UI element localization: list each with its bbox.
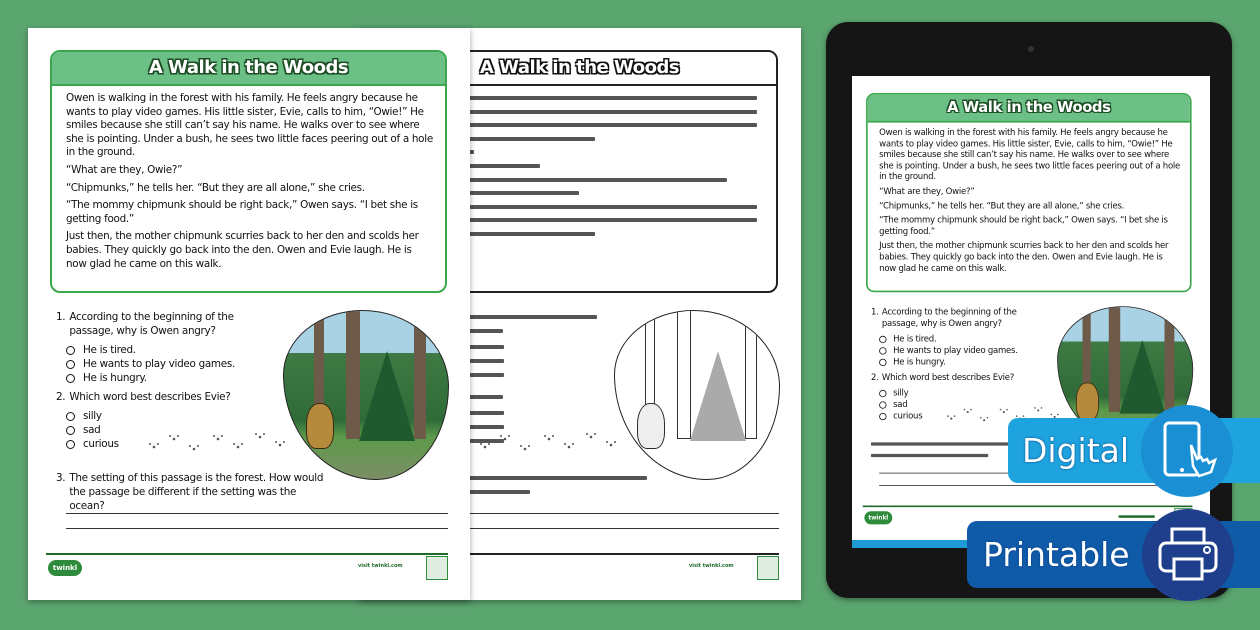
footer-divider [863,506,1193,508]
twinkl-badge-icon [757,556,779,580]
answer-line[interactable] [66,528,448,529]
option-label: He wants to play video games. [893,345,1018,356]
passage-text [52,86,445,271]
printable-badge [967,521,1260,588]
option-label: curious [83,438,119,450]
footprint-tracks-icon [479,432,619,452]
option-label: silly [893,388,909,399]
option-label: silly [83,410,102,422]
radio-button[interactable] [879,401,886,408]
chipmunk [1076,383,1099,421]
radio-button[interactable] [879,412,886,419]
passage-paragraph: “What are they, Owie?” [879,186,975,197]
passage-box [866,93,1192,292]
radio-button[interactable] [66,360,75,369]
answer-option[interactable] [66,371,276,385]
chipmunk [637,403,665,449]
passage-paragraph: Just then, the mother chipmunk scurries back to her den and scolds her babies. They quickly go back into the den. Owen and Evie laugh. He is now glad he came on this walk. [66,230,419,270]
passage-paragraph: “The mommy chipmunk should be right back,” Owen says. “I bet she is getting food.” [66,199,418,225]
question-number: 1. [56,311,66,323]
answer-option[interactable] [66,409,276,423]
passage-paragraph: “Chipmunks,” he tells her. “But they are all alone,” she cries. [879,200,1125,211]
answer-option[interactable] [879,356,1051,367]
answer-option[interactable] [66,357,276,371]
question-text: The setting of this passage is the forest. How would the passage be different if the setting was the ocean? [69,472,324,512]
option-label: curious [893,411,923,422]
question-number: 1. [870,307,879,317]
radio-button[interactable] [879,347,886,354]
question-3 [56,471,326,513]
question-text: According to the beginning of the passage, why is Owen angry? [881,307,1017,329]
question-text: According to the beginning of the passage, why is Owen angry? [69,311,234,337]
tablet-touch-icon [1141,405,1233,497]
footprint-tracks-icon [148,432,288,452]
twinkl-logo: twinkl [864,511,892,524]
option-label: He is hungry. [83,372,147,384]
question-number: 3. [56,472,66,484]
digital-label: Digital [1022,431,1130,470]
radio-button[interactable] [879,358,886,365]
option-label: sad [893,399,908,410]
passage-paragraph: Owen is walking in the forest with his family. He feels angry because he wants to play video games. His little sister, Evie, calls to him, “Owie!” He smiles because she still can’t say his name. He walks over to see where she is pointing. Under a bush, he sees two little faces peering out of a hole in the ground. [879,127,1181,182]
option-label: sad [83,424,101,436]
passage-paragraph: Just then, the mother chipmunk scurries back to her den and scolds her babies. They quickly go back into the den. Owen and Evie laugh. He is now glad he came on this walk. [879,240,1169,274]
passage-paragraph: Owen is walking in the forest with his family. He feels angry because he wants to play video games. His little sister, Evie, calls to him, “Owie!” He smiles because she still can’t say his name. He walks over to see where she is pointing. Under a bush, he sees two little faces peering out of a hole in the ground. [66,92,433,159]
footer-url: visit twinkl.com [358,563,403,569]
option-label: He wants to play video games. [83,358,235,370]
radio-button[interactable] [66,346,75,355]
radio-button[interactable] [66,374,75,383]
printer-icon [1142,509,1234,601]
passage-paragraph: “What are they, Owie?” [66,163,183,176]
answer-line[interactable] [66,513,448,514]
option-label: He is tired. [893,334,937,344]
worksheet-title: A Walk in the Woods [383,52,776,86]
footer-url: visit twinkl.com [689,563,734,569]
radio-button[interactable] [879,389,886,396]
passage-text [868,123,1190,275]
answer-option[interactable] [879,387,1051,398]
printable-label: Printable [983,535,1130,574]
radio-button[interactable] [66,426,75,435]
answer-option[interactable] [879,333,1051,344]
forest-chipmunk-illustration [614,310,780,480]
camera-icon [1028,46,1034,52]
twinkl-logo: twinkl [48,560,82,576]
option-label: He is tired. [83,344,136,356]
passage-box [50,50,447,293]
question-number: 2. [870,372,879,383]
answer-option[interactable] [879,345,1051,356]
answer-option[interactable] [66,343,276,357]
digital-badge [1008,418,1260,483]
footer-url-mark [1119,515,1155,517]
radio-button[interactable] [879,335,886,342]
passage-paragraph: “Chipmunks,” he tells her. “But they are all alone,” she cries. [66,181,365,194]
chipmunk [306,403,334,449]
forest-chipmunk-illustration [283,310,449,480]
radio-button[interactable] [66,412,75,421]
question-text: Which word best describes Evie? [881,372,1015,383]
passage-paragraph: “The mommy chipmunk should be right back,” Owen says. “I bet she is getting food.” [879,215,1168,237]
twinkl-badge-icon [426,556,448,580]
worksheet-color [28,28,470,600]
question-text: Which word best describes Evie? [69,391,231,403]
question-number: 2. [56,391,66,403]
question-1 [871,306,1051,368]
option-label: He is hungry. [893,357,946,367]
worksheet-title: A Walk in the Woods [52,52,445,86]
question-1 [56,310,276,385]
worksheet-title: A Walk in the Woods [868,95,1190,123]
answer-line[interactable] [879,485,1192,486]
radio-button[interactable] [66,440,75,449]
footer-divider [46,553,448,555]
